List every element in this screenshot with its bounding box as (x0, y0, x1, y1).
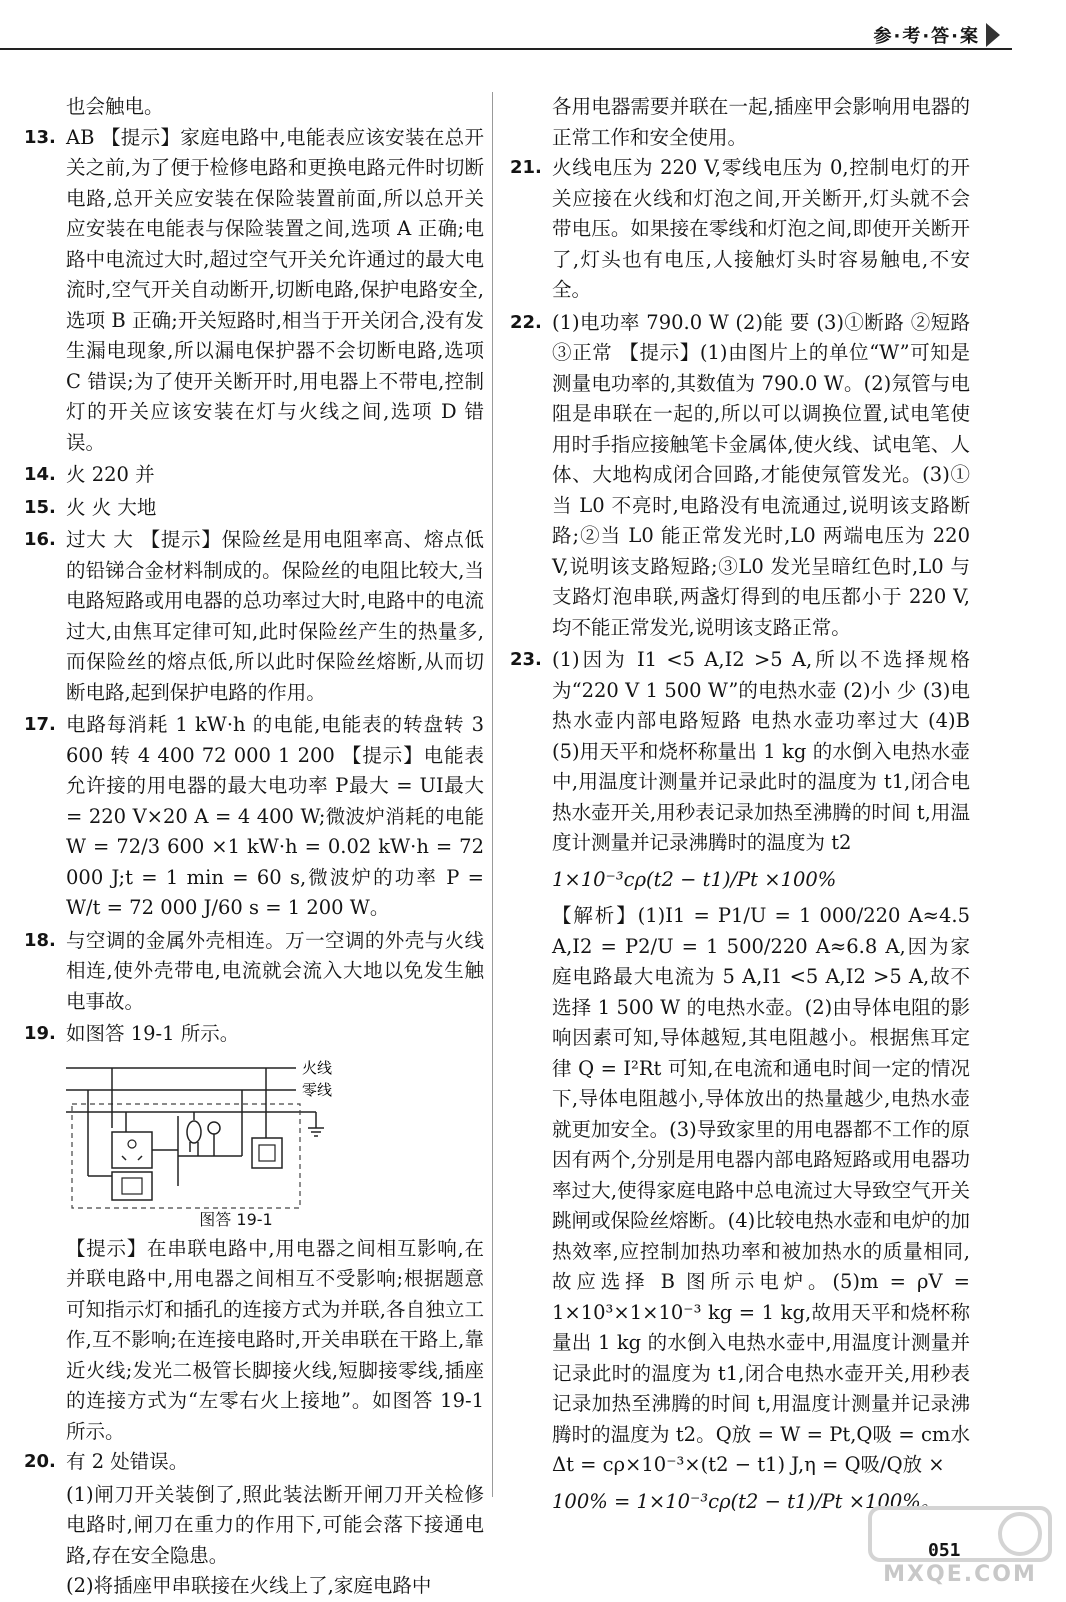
answer-number: 21. (510, 157, 542, 178)
answer-text: (1)因为 I1 <5 A,I2 >5 A,所以不选择规格为“220 V 1 500 W”的电热水壶 (2)小 少 (3)电热水壶内部电路短路 电热水壶功率过大 (4)B (5)用天平和烧杯称量出 1 kg 的水倒入电热水壶中,用温度计测量并记录此时的温度为 t1,闭合电热水壶开关,用秒表记录加热至沸腾的时间 t,用温度计测量并记录沸腾时的温度为 t2 (552, 648, 970, 854)
answer-number: 19. (24, 1023, 56, 1044)
continued-text: 各用电器需要并联在一起,插座甲会影响用电器的正常工作和安全使用。 (552, 95, 970, 149)
answer-number: 13. (24, 126, 56, 148)
answer-20 (24, 1447, 484, 1478)
answer-20-part2: (2)将插座甲串联接在火线上了,家庭电路中 (66, 1574, 432, 1597)
live-label: 火线 (302, 1058, 333, 1077)
answer-text: 过大 大 【提示】保险丝是用电阻率高、熔点低的铅锑合金材料制成的。保险丝的电阻比较大,当电路短路或用电器的总功率过大时,电路中的电流过大,由焦耳定律可知,此时保险丝产生的热量多,而保险丝的熔点低,所以此时保险丝熔断,从而切断电路,起到保护电路的作用。 (66, 528, 484, 704)
socket-lower-icon (112, 1172, 152, 1200)
circuit-svg (66, 1056, 406, 1211)
socket-pin (122, 1156, 126, 1160)
final-formula: 100% = 1×10⁻³cρ(t2 − t1)/Pt ×100%。 (552, 1489, 941, 1513)
led-icon (187, 1121, 201, 1143)
answer-text: AB 【提示】家庭电路中,电能表应该安装在总开关之前,为了便于检修电路和更换电路元件时切断电路,总开关应安装在保险装置前面,所以总开关应安装在电能表与保险装置之间,选项 A 正确;电路中电流过大时,超过空气开关允许通过的最大电流时,空气开关自动断开,切断电路,保护电路安全,选项 B 正确;开关短路时,相当于开关闭合,没有发生漏电现象,所以漏电保护器不会切断电路,选项 C 错误;为了使开关断开时,用电器上不带电,控制灯的开关应该安装在灯与火线之间,选项 D 错误。 (66, 125, 484, 454)
socket-hole (128, 1140, 136, 1148)
left-column (24, 92, 484, 1602)
neutral-label: 零线 (302, 1080, 333, 1099)
answer-text: 火 火 大地 (66, 495, 157, 519)
chevron-right-icon (986, 23, 1000, 47)
answer-text: 有 2 处错误。 (66, 1450, 189, 1473)
watermark-circle (1000, 1514, 1040, 1554)
answer-number: 22. (510, 311, 542, 333)
watermark-text: MXQE.COM (883, 1562, 1037, 1587)
answer-number: 18. (24, 929, 56, 951)
socket-icon (112, 1132, 152, 1168)
answer-22 (510, 308, 970, 644)
answer-number: 16. (24, 529, 56, 550)
section-header (830, 20, 1000, 50)
answer-16 (24, 525, 484, 708)
answer-17 (24, 710, 484, 924)
answer-20-part1: (1)闸刀开关装倒了,照此装法断开闸刀开关检修电路时,闸刀在重力的作用下,可能会落下接通电路,存在安全隐患。 (66, 1482, 484, 1567)
indicator-icon (252, 1138, 282, 1168)
right-column (510, 92, 970, 1523)
answer-text: (1)电功率 790.0 W (2)能 要 (3)①断路 ②短路 ③正常 【提示】(1)由图片上的单位“W”可知是测量电功率的,其数值为 790.0 W。(2)氖管与电阻是串联在一起的,所以可以调换位置,试电笔使用时手指应接触笔卡金属体,使火线、试电笔、人体、大地构成闭合回路,才能使氖管发光。(3)①当 L0 不亮时,电路没有电流通过,说明该支路断路;②当 L0 能正常发光时,L0 两端电压为 220 V,说明该支路短路;③L0 发光呈暗红色时,L0 与支路灯泡串联,两盏灯得到的电压都小于 220 V,均不能正常发光,说明该支路正常。 (552, 310, 970, 639)
figure-caption: 图答 19-1 (199, 1209, 273, 1229)
answer-text: 火线电压为 220 V,零线电压为 0,控制电灯的开关应接在火线和灯泡之间,开关断开,灯头就不会带电压。如果接在零线和灯泡之间,即使开关断开了,灯头也有电压,人接触灯头时容易触电,不安全。 (552, 156, 970, 301)
answer-13 (24, 123, 484, 459)
answer-19-hint: 【提示】在串联电路中,用电器之间相互影响,在并联电路中,用电器之间相互不受影响;根据题意可知指示灯和插孔的连接方式为并联,各自独立工作,互不影响;在连接电路时,开关串联在干路上,靠近火线;发光二极管长脚接火线,短脚接零线,插座的连接方式为“左零右火上接地”。如图答 19-1 所示。 (66, 1236, 484, 1443)
answer-14 (24, 460, 484, 491)
socket-pin-2 (138, 1156, 142, 1160)
answer-18 (24, 926, 484, 1018)
answer-text: 电路每消耗 1 kW·h 的电能,电能表的转盘转 3 600 转 4 400 72 000 1 200 【提示】电能表允许接的用电器的最大电功率 P最大 = UI最大 = 220 V×20 A = 4 400 W;微波炉消耗的电能 W = 72/3 600 ×1 kW·h = 0.02 kW·h = 72 000 J;t = 1 min = 60 s,微波炉的功率 P = W/t = 72 000 J/60 s = 1 200 W。 (66, 713, 484, 919)
answer-15 (24, 493, 484, 524)
answer-text: 如图答 19-1 所示。 (66, 1022, 240, 1045)
continued-text: 也会触电。 (66, 95, 164, 118)
answer-19 (24, 1019, 484, 1050)
answer-text: 与空调的金属外壳相连。万一空调的外壳与火线相连,使外壳带电,电流就会流入大地以免发生触电事故。 (66, 928, 484, 1013)
answer-23-analysis: 【解析】(1)I1 = P1/U = 1 000/220 A≈4.5 A,I2 = P2/U = 1 500/220 A≈6.8 A,因为家庭电路最大电流为 5 A,I1 <5 A,I2 >5 A,故不选择 1 500 W 的电热水壶。(2)由导体电阻的影响因素可知,导体越短,其电阻越小。根据焦耳定律 Q = I²Rt 可知,在电流和通电时间一定的情况下,导体电阻越小,导体放出的热量越少,电热水壶就更加安全。(3)导致家里的用电器都不工作的原因有两个,分别是用电器内部电路短路或用电器功率过大,使得家庭电路中总电流过大导致空气开关跳闸或保险丝熔断。(4)比较电热水壶和电炉的加热效率,应控制加热功率和被加热水的质量相同,故应选择 B 图所示电炉。(5)m = ρV = 1×10³×1×10⁻³ kg = 1 kg,故用天平和烧杯称量出 1 kg 的水倒入电热水壶中,用温度计测量并记录此时的温度为 t1,闭合电热水壶开关,用秒表记录加热至沸腾的时间 t,用温度计测量并记录沸腾时的温度为 t2。Q放 = W = Pt,Q吸 = cm水Δt = cρ×10⁻³×(t2 − t1) J,η = Q吸/Q放 × (552, 904, 970, 1476)
column-divider (492, 92, 493, 1497)
socket-inner (122, 1178, 142, 1194)
answer-number: 20. (24, 1451, 56, 1472)
page-number: 051 (928, 1540, 961, 1561)
answer-number: 14. (24, 464, 56, 485)
answer-text: 火 220 并 (66, 463, 155, 486)
answer-23 (510, 645, 970, 859)
section-header-label: 参·考·答·案 (873, 26, 980, 47)
indicator-inner (259, 1145, 275, 1161)
efficiency-formula: 1×10⁻³cρ(t2 − t1)/Pt ×100% (552, 867, 837, 891)
circuit-diagram (66, 1056, 406, 1229)
answer-number: 17. (24, 714, 56, 735)
answer-number: 15. (24, 496, 56, 518)
answer-21 (510, 153, 970, 306)
switch-icon (208, 1122, 220, 1134)
answer-number: 23. (510, 649, 542, 670)
